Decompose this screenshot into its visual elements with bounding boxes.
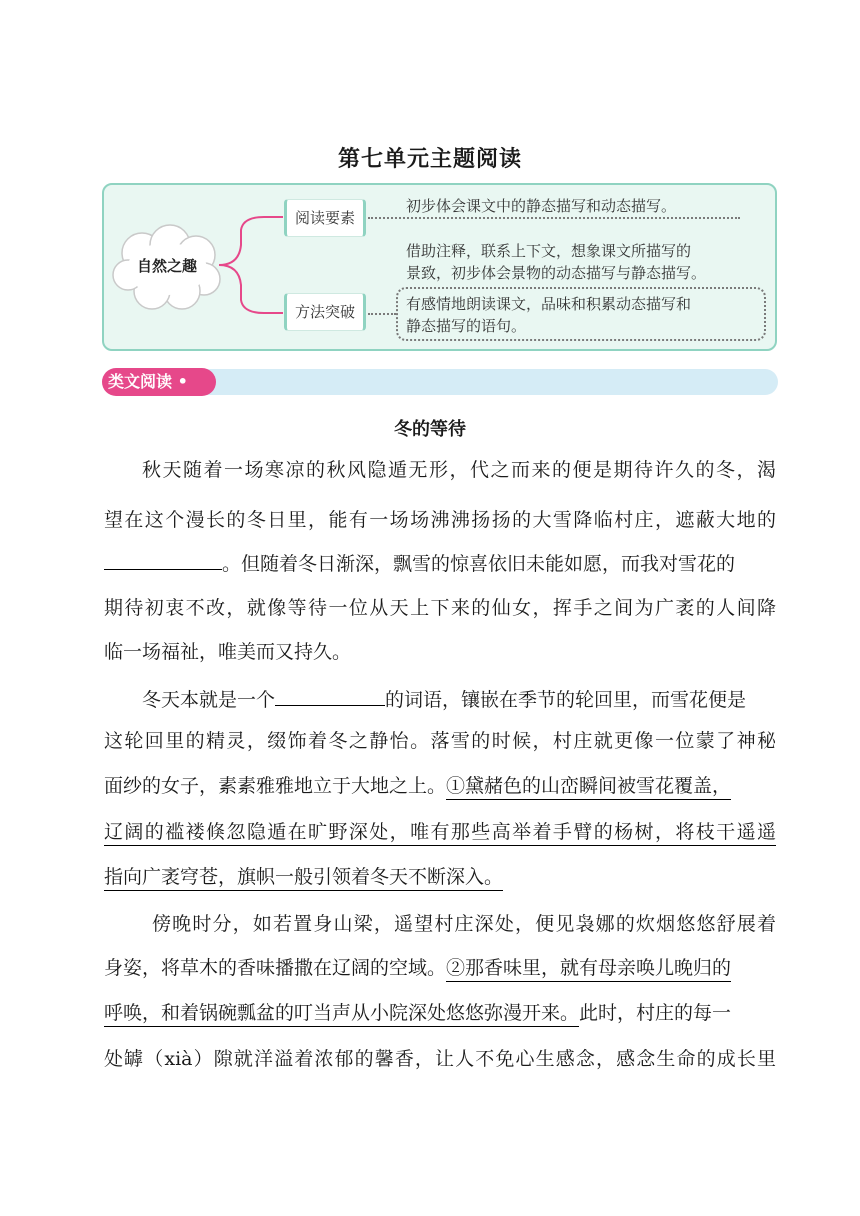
article-line: 临一场福祉，唯美而又持久。 — [104, 641, 352, 663]
article-line: 。但随着冬日渐深，飘雪的惊喜依旧未能如愿，而我对雪花的 — [104, 549, 735, 576]
guide-line-1: 初步体会课文中的静态描写和动态描写。 — [406, 197, 677, 215]
article-line: 望在这个漫长的冬日里，能有一场场沸沸扬扬的大雪降临村庄，遮蔽大地的 — [104, 509, 776, 531]
article-line: 辽阔的褴褛倏忽隐遁在旷野深处，唯有那些高举着手臂的杨树，将枝干遥遥 — [104, 820, 776, 844]
underlined-sentence-2: ②那香味里，就有母亲唤儿晚归的 — [446, 957, 731, 982]
underlined-sentence-1: ①黛赭色的山峦瞬间被雪花覆盖， — [446, 775, 731, 800]
page-title: 第七单元主题阅读 — [337, 147, 522, 172]
answer-blank[interactable] — [104, 549, 222, 570]
guide-line-5: 静态描写的语句。 — [406, 317, 527, 335]
dotted-connector — [368, 313, 396, 315]
dotted-divider — [368, 217, 740, 219]
article-line: 期待初衷不改，就像等待一位从天上下来的仙女，挥手之间为广袤的人间降 — [104, 597, 776, 619]
article-line: 呼唤，和着锅碗瓢盆的叮当声从小院深处悠悠弥漫开来。此时，村庄的每一 — [104, 1001, 731, 1025]
article-line: 面纱的女子，素素雅雅地立于大地之上。①黛赭色的山峦瞬间被雪花覆盖， — [104, 774, 731, 798]
banner-bullet: • — [177, 372, 188, 391]
article-line: 处罅（xià）隙就洋溢着浓郁的馨香，让人不免心生感念，感念生命的成长里 — [104, 1048, 776, 1070]
article-line: 冬天本就是一个 的词语，镶嵌在季节的轮回里，而雪花便是 — [142, 685, 746, 712]
guide-line-4: 有感情地朗读课文，品味和积累动态描写和 — [406, 295, 692, 313]
theme-label: 自然之趣 — [136, 257, 197, 275]
tag-method-breakthrough: 方法突破 — [284, 293, 366, 331]
article-line: 身姿，将草木的香味播撒在辽阔的空域。②那香味里，就有母亲唤儿晚归的 — [104, 956, 731, 980]
section-banner — [102, 368, 216, 396]
article-line: 秋天随着一场寒凉的秋风隐遁无形，代之而来的便是期待许久的冬，渴 — [142, 459, 776, 481]
article-title: 冬的等待 — [394, 419, 466, 440]
guide-line-3: 景致，初步体会景物的动态描写与静态描写。 — [406, 264, 707, 282]
tag-reading-elements: 阅读要素 — [284, 199, 366, 237]
guide-line-2: 借助注释，联系上下文，想象课文所描写的 — [406, 242, 692, 260]
article-line: 傍晚时分，如若置身山梁，遥望村庄深处，便见袅娜的炊烟悠悠舒展着 — [152, 913, 776, 935]
answer-blank[interactable] — [275, 685, 385, 706]
article-line: 指向广袤穹苍，旗帜一般引领着冬天不断深入。 — [104, 865, 503, 889]
article-line: 这轮回里的精灵，缀饰着冬之静怡。落雪的时候，村庄就更像一位蒙了神秘 — [104, 730, 776, 752]
section-banner-label: 类文阅读 — [108, 372, 173, 391]
reading-guide-panel — [102, 183, 777, 351]
